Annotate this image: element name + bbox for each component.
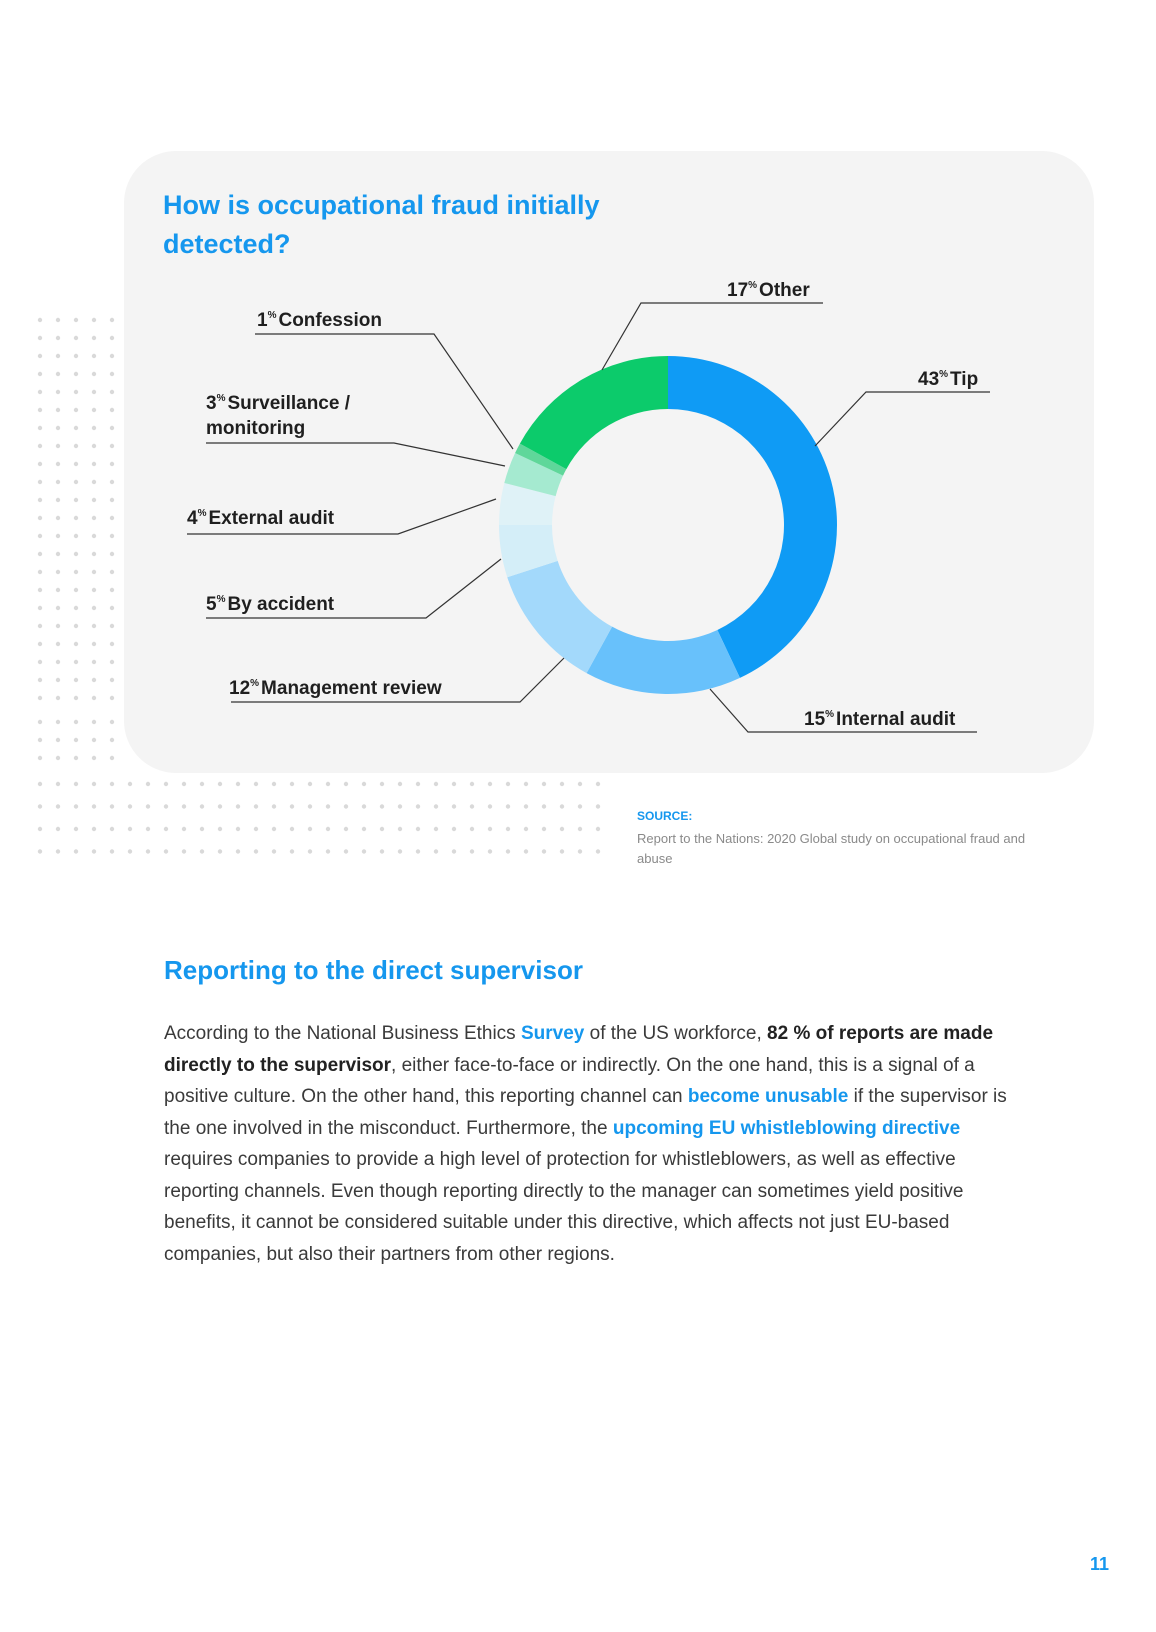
decor-dot bbox=[596, 849, 600, 853]
decor-dot bbox=[596, 804, 600, 808]
decor-dot bbox=[578, 804, 582, 808]
decor-dot bbox=[380, 804, 384, 808]
decor-dot bbox=[542, 804, 546, 808]
label-tip-unit: % bbox=[939, 369, 949, 380]
highlight-82-percent: 82 % of reports are made directly to the supervisor bbox=[164, 1023, 994, 1076]
source-label: SOURCE: bbox=[637, 809, 693, 823]
label-by-accident-value: 5 bbox=[206, 594, 217, 615]
decor-dot bbox=[92, 849, 96, 853]
decor-dot bbox=[92, 827, 96, 831]
decor-dot bbox=[128, 827, 132, 831]
label-management-review-unit: % bbox=[250, 678, 260, 689]
decor-dot bbox=[38, 849, 42, 853]
body-text-4: if the supervisor is the one involved in the misconduct. Furthermore, the bbox=[164, 1086, 1007, 1139]
label-management-review bbox=[229, 678, 442, 699]
label-external-audit-value: 4 bbox=[187, 508, 198, 529]
decor-dot bbox=[398, 827, 402, 831]
donut-slices bbox=[499, 356, 837, 694]
chart-title: How is occupational fraud initially detected? bbox=[163, 190, 600, 259]
decor-dot bbox=[272, 827, 276, 831]
decor-dot bbox=[434, 804, 438, 808]
leader-line-surveillance bbox=[206, 443, 505, 466]
decor-dot bbox=[524, 804, 528, 808]
decor-dot bbox=[272, 849, 276, 853]
label-confession bbox=[257, 310, 382, 331]
decor-dot bbox=[200, 804, 204, 808]
decor-dot bbox=[326, 849, 330, 853]
decor-dot bbox=[560, 849, 564, 853]
decor-dot bbox=[110, 827, 114, 831]
decor-dot bbox=[542, 849, 546, 853]
decor-dot bbox=[398, 849, 402, 853]
leader-line-tip bbox=[815, 392, 990, 446]
decor-dot bbox=[596, 827, 600, 831]
decor-dot bbox=[416, 804, 420, 808]
label-confession-unit: % bbox=[267, 310, 277, 321]
decor-dot bbox=[560, 804, 564, 808]
decor-dot bbox=[56, 827, 60, 831]
decor-dot bbox=[38, 827, 42, 831]
label-external-audit bbox=[187, 508, 335, 529]
label-confession-name: Confession bbox=[278, 310, 382, 331]
body-text-1: According to the National Business Ethics bbox=[164, 1023, 521, 1044]
decor-dot bbox=[308, 827, 312, 831]
decor-dot bbox=[308, 804, 312, 808]
decor-dot bbox=[38, 804, 42, 808]
decor-dot bbox=[326, 804, 330, 808]
body-paragraph bbox=[164, 1018, 1034, 1270]
page-number: 11 bbox=[1090, 1554, 1110, 1574]
decor-dot bbox=[524, 849, 528, 853]
decor-dot bbox=[164, 849, 168, 853]
decor-dot bbox=[470, 849, 474, 853]
decor-dot bbox=[146, 827, 150, 831]
decor-dot bbox=[398, 804, 402, 808]
eu-directive-link[interactable]: upcoming EU whistleblowing directive bbox=[612, 1117, 961, 1139]
decor-dot bbox=[110, 804, 114, 808]
body-text-5: requires companies to provide a high level of protection for whistleblowers, as well as effective reporting channels. Even though reporting directly to the manager can sometimes yield positive benefits, it cannot be considered suitable under this directive, which affects not just EU-based companies, but also their partners from other regions. bbox=[164, 1149, 964, 1265]
label-internal-audit-unit: % bbox=[825, 709, 835, 720]
label-by-accident-unit: % bbox=[216, 594, 226, 605]
label-other-name: Other bbox=[759, 280, 810, 301]
decor-dot bbox=[452, 827, 456, 831]
decor-dot bbox=[236, 849, 240, 853]
label-surveillance-unit: % bbox=[216, 393, 226, 404]
decor-dot bbox=[416, 827, 420, 831]
decor-dot bbox=[182, 849, 186, 853]
decor-dot bbox=[524, 827, 528, 831]
decor-dot bbox=[506, 827, 510, 831]
label-tip-value: 43 bbox=[918, 369, 940, 390]
decor-dot bbox=[182, 827, 186, 831]
decor-dot bbox=[200, 827, 204, 831]
decor-dot bbox=[272, 804, 276, 808]
label-by-accident-name: By accident bbox=[227, 594, 335, 615]
label-other bbox=[727, 280, 810, 301]
label-other-unit: % bbox=[748, 280, 758, 291]
body-text-2: of the US workforce, bbox=[584, 1023, 768, 1044]
decor-dot bbox=[344, 849, 348, 853]
decor-dot bbox=[290, 849, 294, 853]
decor-dot bbox=[56, 849, 60, 853]
label-surveillance bbox=[206, 393, 351, 414]
decor-dot bbox=[218, 849, 222, 853]
decor-dot bbox=[254, 804, 258, 808]
decor-dot bbox=[344, 827, 348, 831]
survey-link[interactable]: Survey bbox=[520, 1023, 585, 1044]
decor-dot bbox=[200, 849, 204, 853]
body-text-3: , either face-to-face or indirectly. On the one hand, this is a signal of a positive culture. On the other hand, this reporting channel can bbox=[164, 1054, 975, 1107]
label-internal-audit-name: Internal audit bbox=[836, 709, 956, 730]
label-external-audit-name: External audit bbox=[208, 508, 335, 529]
label-other-value: 17 bbox=[727, 280, 749, 301]
decor-dot bbox=[164, 827, 168, 831]
decor-dot bbox=[326, 827, 330, 831]
decor-dot bbox=[236, 827, 240, 831]
decor-dot bbox=[308, 849, 312, 853]
decor-dot bbox=[452, 849, 456, 853]
decor-dot bbox=[488, 804, 492, 808]
slice-tip bbox=[668, 356, 837, 678]
decor-dot bbox=[416, 849, 420, 853]
decor-dot bbox=[74, 849, 78, 853]
decor-dot bbox=[362, 827, 366, 831]
label-external-audit-unit: % bbox=[197, 508, 207, 519]
label-internal-audit-value: 15 bbox=[804, 709, 826, 730]
decor-dot bbox=[578, 849, 582, 853]
decor-dot bbox=[488, 849, 492, 853]
label-management-review-value: 12 bbox=[229, 678, 251, 699]
decor-dot bbox=[74, 827, 78, 831]
decor-dot bbox=[128, 804, 132, 808]
decor-dot bbox=[218, 804, 222, 808]
decor-dot bbox=[488, 827, 492, 831]
decor-dot bbox=[578, 827, 582, 831]
label-management-review-name: Management review bbox=[261, 678, 442, 699]
decor-dot bbox=[182, 804, 186, 808]
slice-other bbox=[520, 356, 668, 469]
label-surveillance-line2: monitoring bbox=[206, 418, 306, 439]
slice-internal-audit bbox=[587, 627, 740, 694]
decor-dot bbox=[164, 804, 168, 808]
decor-dot bbox=[542, 827, 546, 831]
decor-dot bbox=[452, 804, 456, 808]
decor-dot bbox=[74, 804, 78, 808]
decor-dot bbox=[56, 804, 60, 808]
decor-dot bbox=[506, 849, 510, 853]
decor-dot bbox=[344, 804, 348, 808]
decor-dot bbox=[434, 827, 438, 831]
decor-dot bbox=[254, 849, 258, 853]
decor-dot bbox=[218, 827, 222, 831]
decor-dot bbox=[470, 827, 474, 831]
decor-dot bbox=[290, 804, 294, 808]
decor-dot bbox=[254, 827, 258, 831]
decor-dot bbox=[290, 827, 294, 831]
label-internal-audit bbox=[804, 709, 956, 730]
decor-dot bbox=[92, 804, 96, 808]
decor-dot bbox=[110, 849, 114, 853]
label-surveillance-name: Surveillance / bbox=[227, 393, 350, 414]
donut-chart bbox=[0, 0, 1156, 800]
decor-dot bbox=[128, 849, 132, 853]
decor-dot bbox=[380, 827, 384, 831]
decor-dot bbox=[362, 804, 366, 808]
source-text: Report to the Nations: 2020 Global study on occupational fraud and abuse bbox=[637, 831, 1026, 866]
decor-dot bbox=[560, 827, 564, 831]
decor-dot bbox=[434, 849, 438, 853]
decor-dot bbox=[506, 804, 510, 808]
decor-dot bbox=[146, 804, 150, 808]
decor-dot bbox=[236, 804, 240, 808]
label-by-accident bbox=[206, 594, 335, 615]
decor-dot bbox=[380, 849, 384, 853]
decor-dot bbox=[146, 849, 150, 853]
decor-dot bbox=[470, 804, 474, 808]
section-title: Reporting to the direct supervisor bbox=[164, 955, 583, 985]
label-confession-value: 1 bbox=[257, 310, 268, 331]
label-tip-name: Tip bbox=[950, 369, 979, 390]
become-unusable-link[interactable]: become unusable bbox=[687, 1086, 849, 1107]
decor-dot bbox=[362, 849, 366, 853]
label-surveillance-value: 3 bbox=[206, 393, 217, 414]
label-tip bbox=[918, 369, 978, 390]
